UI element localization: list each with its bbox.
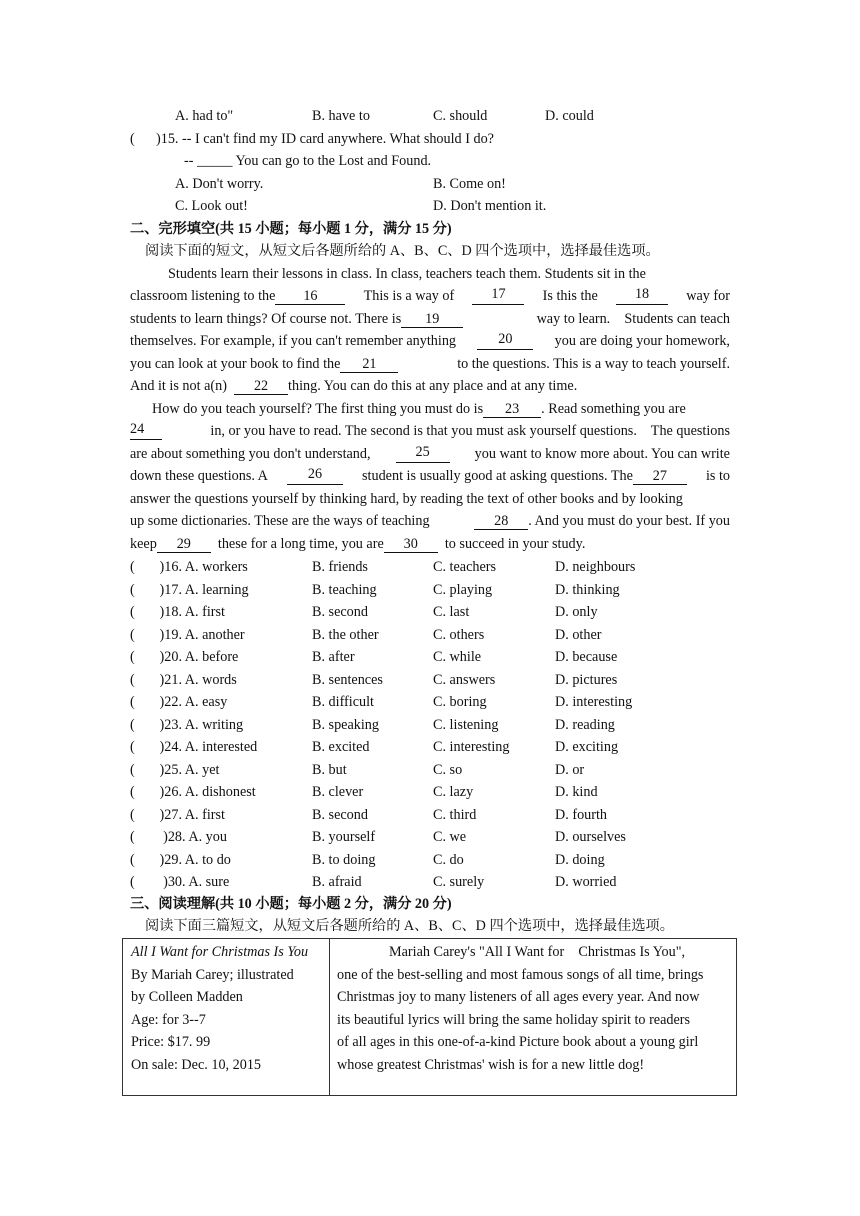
blank-17: 17	[472, 287, 524, 305]
blank-16: 16	[275, 289, 345, 305]
option-d: D. reading	[555, 716, 615, 733]
question-number-option-a: ( )20. A. before	[130, 649, 239, 665]
passage-line: answer the questions yourself by thinking hard, by reading the text of other books and by looking	[130, 491, 683, 507]
option-b: B. teaching	[312, 581, 377, 598]
question-number-option-a: ( )27. A. first	[130, 806, 225, 823]
passage-line: down these questions. A 26 student is usually good at asking questions. The 27 is to	[130, 466, 730, 484]
question-number-option-a: ( )16. A. workers	[130, 559, 248, 575]
option-a: A. had to"	[175, 108, 234, 124]
blank-21: 21	[340, 357, 398, 373]
option-d: D. doing	[555, 851, 605, 868]
passage-line: keep 29 these for a long time, you are 30 to succeed in your study.	[130, 536, 586, 552]
question-number-option-a: ( )17. A. learning	[130, 581, 249, 598]
option-d: D. only	[555, 604, 598, 620]
option-c: C. boring	[433, 694, 487, 710]
book-info-cell	[131, 941, 308, 1076]
question-number-option-a: ( )30. A. sure	[130, 874, 230, 890]
option-c: C. playing	[433, 581, 493, 598]
option-b: B. second	[312, 806, 368, 823]
option-c: C. others	[433, 626, 485, 643]
passage-line: 24 in, or you have to read. The second is that you must ask yourself questions. The questions	[130, 421, 730, 439]
option-d: D. interesting	[555, 694, 633, 710]
passage-line: themselves. For example, if you can't remember anything 20 you are doing your homework,	[130, 331, 730, 349]
option-b: B. have to	[312, 108, 370, 124]
option-b: B. the other	[312, 626, 379, 643]
passage-line: classroom listening to the 16 This is a way of 17 Is this the 18 way for	[130, 286, 730, 304]
option-d: D. kind	[555, 784, 598, 800]
option-c: C. interesting	[433, 739, 510, 755]
question-number-option-a: ( )18. A. first	[130, 604, 225, 620]
section-3-heading: 三、阅读理解(共 10 小题；每小题 2 分，满分 20 分)	[130, 896, 452, 912]
option-b: B. friends	[312, 559, 368, 575]
blank-20: 20	[477, 332, 533, 350]
option-c: C. should	[433, 108, 488, 124]
passage-line: up some dictionaries. These are the ways of teaching 28 . And you must do your best. If you	[130, 513, 730, 529]
section-2-instruction: 阅读下面的短文，从短文后各题所给的 A、B、C、D 四个选项中，选择最佳选项。	[145, 243, 660, 259]
book-author: By Mariah Carey; illustrated	[131, 966, 294, 983]
desc-line: one of the best-selling and most famous songs of all time, brings	[337, 966, 704, 983]
option-b: B. clever	[312, 784, 364, 800]
blank-26: 26	[287, 467, 343, 485]
option-d: D. worried	[555, 874, 617, 890]
blank-18: 18	[616, 287, 668, 305]
question-number-option-a: ( )25. A. yet	[130, 761, 220, 778]
passage-line: Students learn their lessons in class. In class, teachers teach them. Students sit in the	[168, 266, 646, 282]
q15-option-d: D. Don't mention it.	[433, 198, 547, 214]
option-b: B. speaking	[312, 716, 379, 733]
option-d: D. pictures	[555, 671, 618, 688]
book-age: Age: for 3--7	[131, 1011, 206, 1028]
option-d: D. thinking	[555, 581, 620, 598]
book-description-cell	[337, 941, 730, 1076]
question-number-option-a: ( )21. A. words	[130, 671, 237, 688]
blank-22: 22	[234, 379, 288, 395]
blank-25: 25	[396, 445, 450, 463]
desc-line: of all ages in this one-of-a-kind Picture book about a young girl	[337, 1034, 699, 1050]
question-number-option-a: ( )28. A. you	[130, 829, 227, 845]
option-b: B. second	[312, 604, 368, 620]
question-number-option-a: ( )26. A. dishonest	[130, 784, 256, 800]
option-b: B. afraid	[312, 874, 362, 890]
blank-29: 29	[157, 537, 211, 553]
desc-line: whose greatest Christmas' wish is for a new little dog!	[337, 1056, 645, 1073]
desc-line: its beautiful lyrics will bring the same holiday spirit to readers	[337, 1011, 691, 1028]
option-b: B. to doing	[312, 851, 376, 868]
blank-19: 19	[401, 312, 463, 328]
option-b: B. excited	[312, 739, 370, 755]
option-d: D. ourselves	[555, 829, 626, 845]
option-d: D. or	[555, 761, 585, 778]
blank-28: 28	[474, 514, 528, 530]
option-c: C. so	[433, 761, 463, 778]
q15-option-a: A. Don't worry.	[175, 176, 264, 192]
option-d: D. exciting	[555, 739, 619, 755]
option-c: C. do	[433, 851, 464, 868]
desc-line: Mariah Carey's "All I Want for Christmas Is You",	[389, 944, 686, 960]
q15-option-b: B. Come on!	[433, 176, 506, 192]
option-b: B. sentences	[312, 671, 383, 688]
option-c: C. answers	[433, 671, 496, 688]
question-number-option-a: ( )19. A. another	[130, 626, 245, 643]
option-c: C. third	[433, 806, 477, 823]
option-d: D. could	[545, 108, 594, 124]
question-15-dialogue: -- _____ You can go to the Lost and Found.	[184, 153, 432, 169]
option-c: C. teachers	[433, 559, 497, 575]
passage-line: How do you teach yourself? The first thing you must do is 23 . Read something you are	[152, 401, 686, 417]
blank-24: 24	[130, 422, 162, 440]
option-b: B. after	[312, 649, 355, 665]
question-15: ( )15. -- I can't find my ID card anywhere. What should I do?	[130, 131, 494, 147]
question-number-option-a: ( )23. A. writing	[130, 716, 244, 733]
option-d: D. neighbours	[555, 559, 636, 575]
option-b: B. difficult	[312, 694, 375, 710]
question-number-option-a: ( )29. A. to do	[130, 851, 231, 868]
book-sale-date: On sale: Dec. 10, 2015	[131, 1056, 262, 1073]
option-d: D. other	[555, 626, 602, 643]
option-c: C. listening	[433, 716, 499, 733]
book-title: All I Want for Christmas Is You	[131, 944, 309, 960]
option-d: D. fourth	[555, 806, 608, 823]
book-illustrator: by Colleen Madden	[131, 989, 243, 1005]
book-price: Price: $17. 99	[131, 1034, 211, 1050]
passage-line: students to learn things? Of course not. There is 19 way to learn. Students can teach	[130, 311, 730, 327]
option-c: C. lazy	[433, 784, 474, 800]
option-d: D. because	[555, 649, 618, 665]
option-b: B. but	[312, 761, 347, 778]
question-number-option-a: ( )22. A. easy	[130, 694, 228, 710]
option-c: C. we	[433, 829, 467, 845]
option-c: C. surely	[433, 874, 485, 890]
table-divider	[329, 939, 330, 1095]
blank-23: 23	[483, 402, 541, 418]
q15-option-c: C. Look out!	[175, 198, 248, 214]
option-c: C. last	[433, 604, 470, 620]
section-3-instruction: 阅读下面三篇短文，从短文后各题所给的 A、B、C、D 四个选项中，选择最佳选项。	[145, 918, 674, 934]
question-number-option-a: ( )24. A. interested	[130, 739, 258, 755]
blank-30: 30	[384, 537, 438, 553]
desc-line: Christmas joy to many listeners of all ages every year. And now	[337, 989, 700, 1005]
passage-line: you can look at your book to find the 21 to the questions. This is a way to teach yourself.	[130, 356, 730, 372]
book-info-table	[122, 938, 737, 1096]
option-c: C. while	[433, 649, 482, 665]
option-b: B. yourself	[312, 829, 376, 845]
passage-line: And it is not a(n) 22 thing. You can do this at any place and at any time.	[130, 378, 578, 394]
blank-27: 27	[633, 469, 687, 485]
section-2-heading: 二、完形填空(共 15 小题；每小题 1 分，满分 15 分)	[130, 221, 452, 237]
passage-line: are about something you don't understand, 25 you want to know more about. You can write	[130, 444, 730, 462]
